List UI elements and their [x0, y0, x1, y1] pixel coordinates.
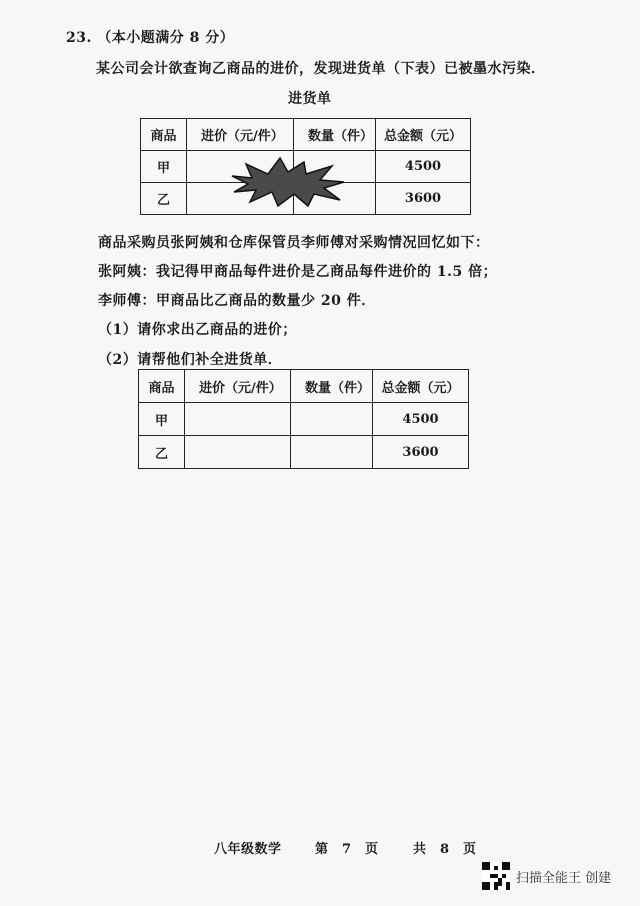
cell-total: 3600 [376, 183, 471, 215]
cell-total: 3600 [373, 436, 469, 469]
cell-total: 4500 [373, 403, 469, 436]
footer-page: 第 7 页 [315, 842, 379, 857]
cell-price [185, 403, 291, 436]
cell-price [185, 436, 291, 469]
header-price: 进价（元/件） [185, 370, 291, 403]
table-header-row [141, 119, 471, 151]
header-total: 总金额（元） [376, 119, 471, 151]
task-2: （2）请帮他们补全进货单． [98, 352, 283, 368]
cell-item: 乙 [139, 436, 185, 469]
purchase-table-blank [138, 369, 469, 469]
header-qty: 数量（件） [291, 370, 373, 403]
table-row [139, 403, 469, 436]
question-intro: 某公司会计欲查询乙商品的进价，发现进货单（下表）已被墨水污染． [96, 61, 546, 77]
cell-total: 4500 [376, 151, 471, 183]
footer-subject: 八年级数学 [214, 842, 282, 857]
qr-code-icon [482, 862, 510, 890]
cell-qty [291, 436, 373, 469]
header-item: 商品 [141, 119, 187, 151]
table-title: 进货单 [288, 91, 332, 107]
question-header [66, 27, 234, 47]
cell-item: 乙 [141, 183, 187, 215]
points-note: （本小题满分 8 分） [97, 30, 235, 46]
table-row [139, 436, 469, 469]
header-item: 商品 [139, 370, 185, 403]
recall-intro: 商品采购员张阿姨和仓库保管员李师傅对采购情况回忆如下： [98, 235, 490, 251]
footer-total: 共 8 页 [413, 842, 477, 857]
cell-item: 甲 [139, 403, 185, 436]
statement-zhang: 张阿姨：我记得甲商品每件进价是乙商品每件进价的 1.5 倍； [98, 264, 498, 280]
table-header-row [139, 370, 469, 403]
task-1: （1）请你求出乙商品的进价； [98, 322, 297, 338]
statement-li: 李师傅：甲商品比乙商品的数量少 20 件． [98, 293, 376, 309]
ink-stain-icon [228, 156, 346, 208]
cell-item: 甲 [141, 151, 187, 183]
scanner-watermark: 扫描全能王 创建 [516, 871, 612, 886]
header-price: 进价（元/件） [187, 119, 294, 151]
cell-qty [291, 403, 373, 436]
question-number: 23. [66, 30, 92, 46]
header-qty: 数量（件） [294, 119, 376, 151]
header-total: 总金额（元） [373, 370, 469, 403]
